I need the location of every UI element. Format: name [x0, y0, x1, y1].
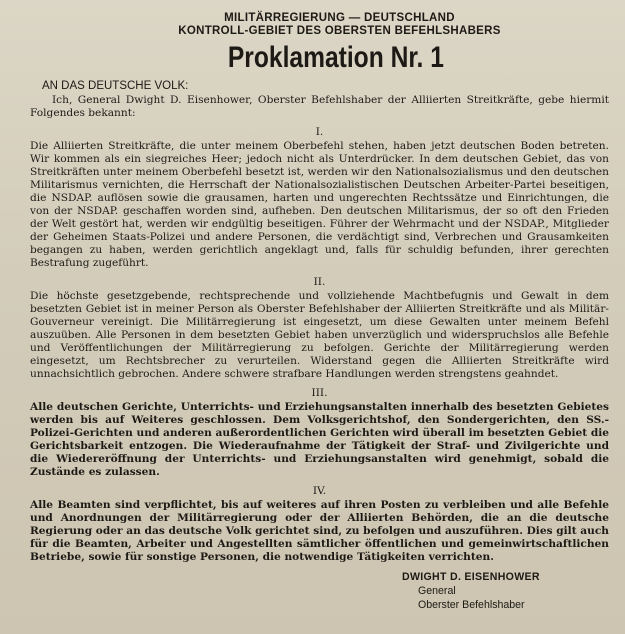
section-1-text: Die Alliierten Streitkräfte, die unter meinem Oberbefehl stehen, haben jetzt deutschen Boden betreten. Wir kommen als ein siegreiches Heer; jedoch nicht als Unterdrücker. In dem deutschen Gebiet, das von Streitkräften unter meinem Oberbefehl besetzt ist, werden wir den Nationalsozialismus und den deutschen Militarismus vernichten, die Herrschaft der Nationalsozialistischen Deutschen Arbeiter-Partei beseitigen, die NSDAP. auflösen sowie die grausamen, harten und ungerechten Rechtssätze und Einrichtungen, die von der NSDAP. geschaffen worden sind, aufheben. Den deutschen Militarismus, der so oft den Frieden der Welt gestört hat, werden wir endgültig beseitigen. Führer der Wehrmacht und der NSDAP., Mitglieder der Geheimen Staats-Polizei und andere Personen, die verdächtigt sind, Verbrechen und Grausamkeiten begangen zu haben, werden gerichtlich angeklagt und, falls für schuldig befunden, ihrer gerechten Bestrafung zugeführt. — [30, 140, 609, 269]
section-4-text: Alle Beamten sind verpflichtet, bis auf weiteres auf ihren Posten zu verbleiben und alle Befehle und Anordnungen der Militärregierung oder der Alliierten Behörden, die an die deutsche Regierung oder an das deutsche Volk gerichtet sind, zu befolgen und auszuführen. Dies gilt auch für die Beamten, Arbeiter und Angestellten sämtlicher öffentlichen und gemeinwirtschaftlichen Betriebe, sowie für sonstige Personen, die notwendige Tätigkeiten verrichten. — [30, 499, 609, 563]
section-3-number: III. — [311, 387, 328, 399]
section-3-text: Alle deutschen Gerichte, Unterrichts- und Erziehungsanstalten innerhalb des besetzten Gebietes werden bis auf Weiteres geschlossen. Dem Volksgerichtshof, den Sondergerichten, den SS.-Polizei-Gerichten und anderen außerordentlichen Gerichten wird überall im besetzten Gebiet die Gerichtsbarkeit entzogen. Die Wiederaufnahme der Tätigkeit der Straf- und Zivilgerichte und die Wiedereröffnung der Unterrichts- und Erziehungsanstalten wird genehmigt, sobald die Zustände es zulassen. — [30, 401, 609, 478]
section-2-number: II. — [313, 276, 326, 288]
signature-rank: General — [418, 585, 456, 597]
signature-name: DWIGHT D. EISENHOWER — [402, 571, 540, 583]
signature-role: Oberster Befehlshaber — [418, 599, 525, 611]
intro-paragraph: Ich, General Dwight D. Eisenhower, Oberster Befehlshaber der Alliierten Streitkräfte, gebe hiermit Folgendes bekannt: — [30, 94, 609, 119]
section-1-number: I. — [315, 126, 324, 138]
section-4-number: IV. — [312, 485, 327, 497]
salutation: AN DAS DEUTSCHE VOLK: — [42, 80, 189, 92]
document-title: Proklamation Nr. 1 — [227, 41, 444, 74]
signature-block — [402, 570, 609, 612]
header-line-1: MILITÄRREGIERUNG — DEUTSCHLAND — [224, 12, 455, 24]
section-2-text: Die höchste gesetzgebende, rechtsprechende und vollziehende Machtbefugnis und Gewalt in dem besetzten Gebiet ist in meiner Person als Oberster Befehlshaber der Alliierten Streitkräfte und als Militär-Gouverneur vereinigt. Die Militärregierung ist eingesetzt, um diese Gewalten unter meinem Befehl auszuüben. Alle Personen in dem besetzten Gebiet haben unverzüglich und widerspruchslos alle Befehle und Veröffentlichungen der Militärregierung zu befolgen. Gerichte der Militärregierung werden eingesetzt, um Rechtsbrecher zu verurteilen. Widerstand gegen die Alliierten Streitkräfte wird unnachsichtlich gebrochen. Andere schwere strafbare Handlungen werden strengstens geahndet. — [30, 290, 609, 380]
header-line-2: KONTROLL-GEBIET DES OBERSTEN BEFEHLSHABERS — [178, 25, 501, 37]
